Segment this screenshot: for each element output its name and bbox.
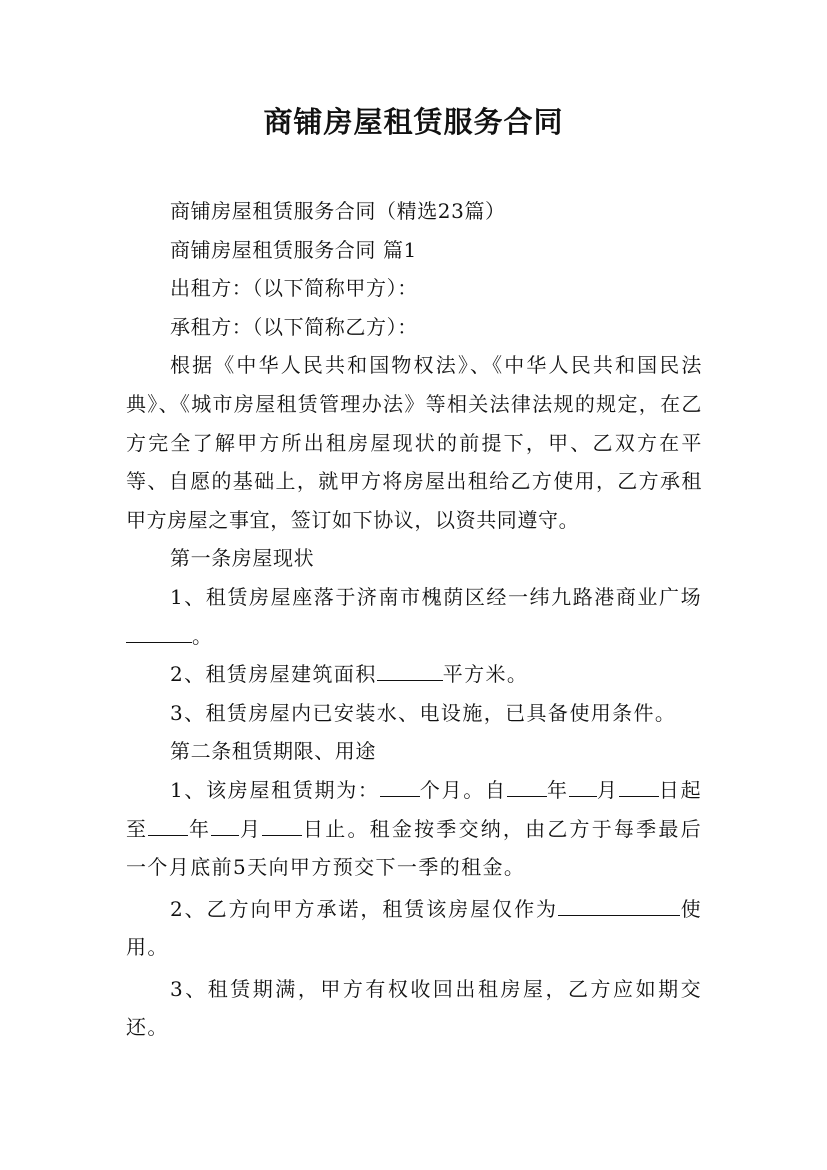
end-day-blank <box>262 813 302 836</box>
article1-item3: 3、租赁房屋内已安装水、电设施，已具备使用条件。 <box>170 700 677 725</box>
start-month-blank <box>569 774 597 797</box>
document-subtitle: 商铺房屋租赁服务合同（精选23篇） <box>170 199 506 223</box>
article2-item1-g: 月 <box>239 816 263 841</box>
article2-item1-f: 年 <box>188 816 212 841</box>
article1-item2 <box>126 655 702 694</box>
document-title: 商铺房屋租赁服务合同 <box>263 105 564 139</box>
months-blank <box>380 774 420 797</box>
location-blank <box>126 620 192 643</box>
article2-item1-d: 月 <box>596 777 619 802</box>
document-body <box>126 192 702 1047</box>
article1-item2-text: 2、租赁房屋建筑面积 <box>170 662 377 687</box>
end-month-blank <box>211 813 239 836</box>
article1-heading: 第一条房屋现状 <box>170 546 315 571</box>
section-heading: 商铺房屋租赁服务合同 篇1 <box>170 237 417 262</box>
article2-item1-h: 日止。租金按季交纳，由乙方于每季最后一个月底前5天向甲方预交下一季的租金。 <box>126 816 702 880</box>
article2-item1-c: 年 <box>546 777 569 802</box>
article2-heading: 第二条租赁期限、用途 <box>170 739 376 764</box>
article1-item1 <box>126 578 702 655</box>
article2-item1-a: 1、该房屋租赁期为： <box>170 777 380 802</box>
article2-item3: 3、租赁期满，甲方有权收回出租房屋，乙方应如期交还。 <box>126 976 702 1040</box>
article2-item2-a: 2、乙方向甲方承诺，租赁该房屋仅作为 <box>170 896 559 921</box>
area-blank <box>377 658 443 681</box>
start-year-blank <box>507 774 547 797</box>
article2-item2-b: 使用。 <box>126 896 702 960</box>
article2-item1-b: 个月。自 <box>419 777 507 802</box>
preamble-paragraph: 根据《中华人民共和国物权法》、《中华人民共和国民法典》、《城市房屋租赁管理办法》等相关法律法规的规定，在乙方完全了解甲方所出租房屋现状的前提下，甲、乙双方在平等、自愿的基础上，就甲方将房屋出租给乙方使用，乙方承租甲方房屋之事宜，签订如下协议，以资共同遵守。 <box>126 353 702 532</box>
end-year-blank <box>148 813 188 836</box>
article1-item1-text: 1、租赁房屋座落于济南市槐荫区经一纬九路港商业广场 <box>170 584 702 609</box>
start-day-blank <box>619 774 659 797</box>
usage-blank <box>558 893 680 916</box>
article1-item1-end: 。 <box>192 623 214 648</box>
article1-item2-end: 平方米。 <box>442 662 529 687</box>
article2-item1 <box>126 771 702 887</box>
lessor-line: 出租方：（以下简称甲方）： <box>170 276 418 301</box>
lessee-line: 承租方：（以下简称乙方）： <box>170 314 418 339</box>
article2-item1-e: 日起至 <box>126 777 702 841</box>
article2-item2 <box>126 890 702 967</box>
